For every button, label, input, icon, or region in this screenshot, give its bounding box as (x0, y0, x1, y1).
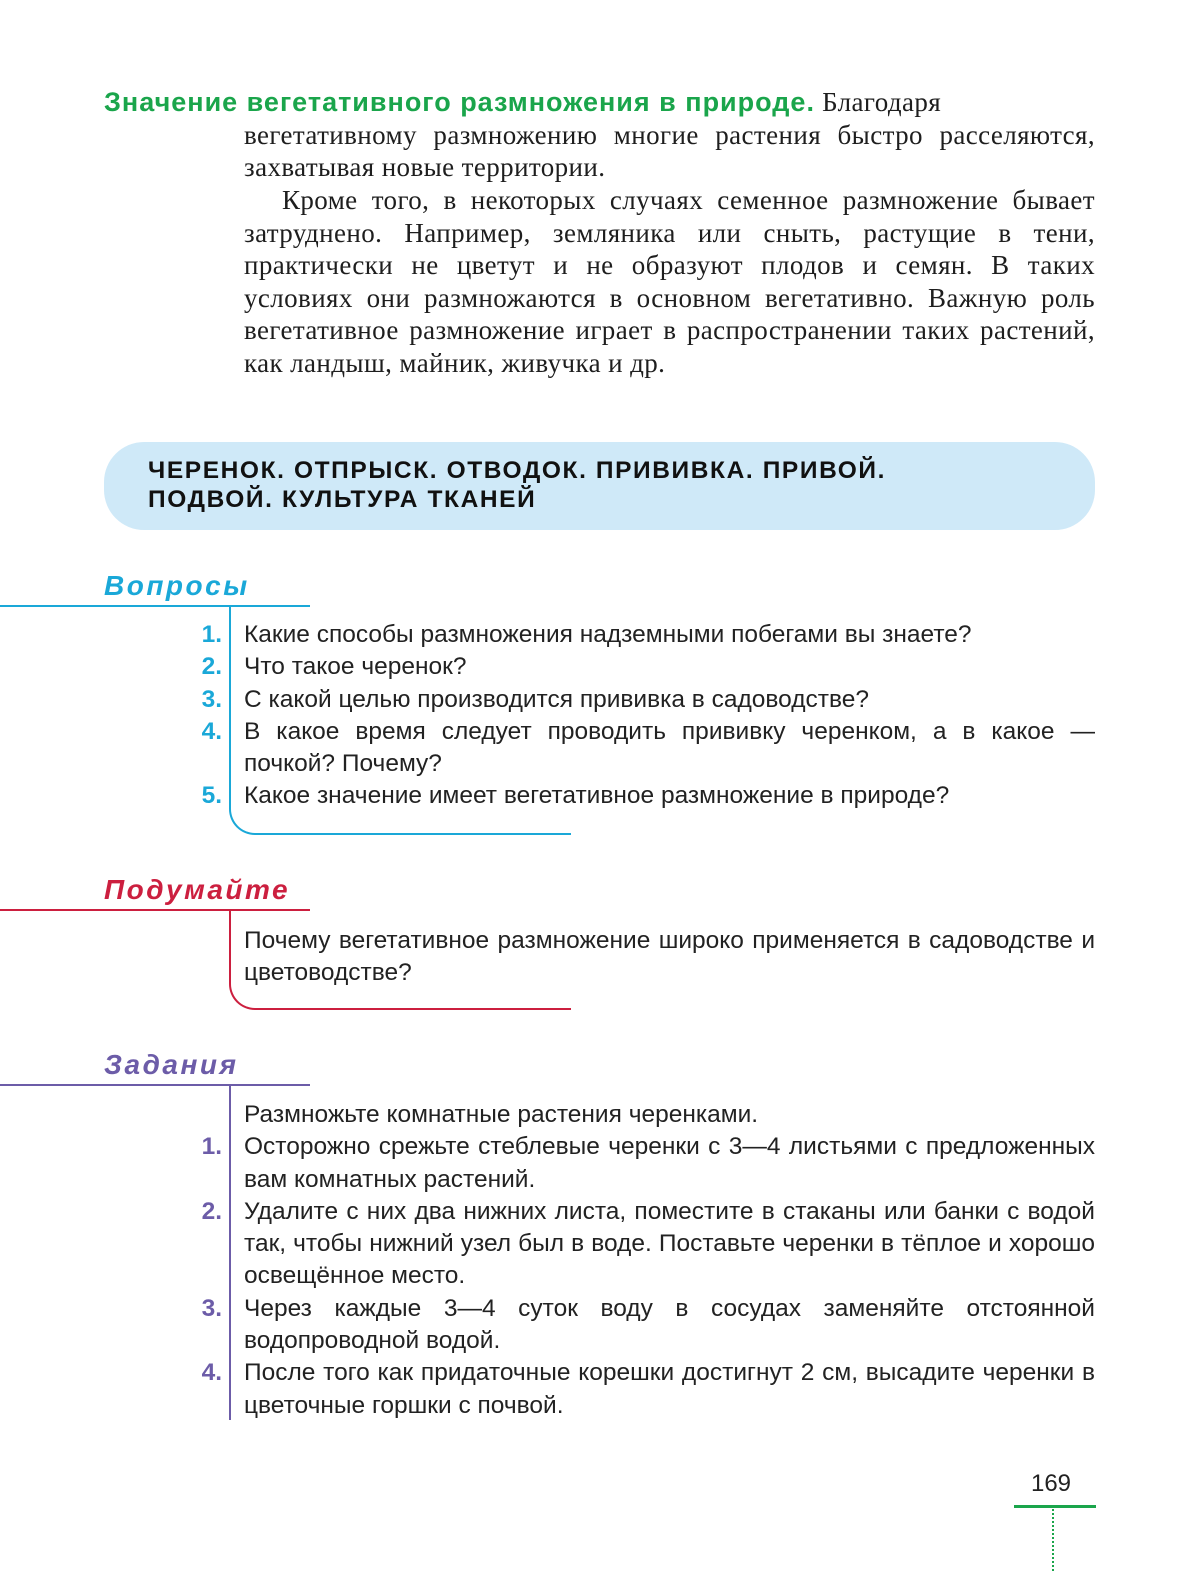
question-text: С какой целью производится прививка в садоводстве? (244, 685, 870, 713)
question-number: 2. (201, 653, 222, 681)
question-text: Что такое черенок? (244, 653, 467, 681)
think-title: Подумайте (104, 874, 291, 905)
tasks-title-rule (0, 1084, 310, 1086)
task-number: 4. (201, 1359, 222, 1387)
intro-paragraph-1-text: вегетативному размножению многие растения быстро расселяются, захватывая новые территории. (244, 119, 1095, 183)
question-number: 3. (201, 685, 222, 713)
question-item (150, 780, 1095, 812)
task-number: 2. (201, 1197, 222, 1225)
page-number-rule (1014, 1505, 1096, 1508)
questions-list (150, 619, 1095, 813)
intro-paragraph-2: Кроме того, в некоторых случаях семенное размножение бывает затруднено. Например, земляника или сныть, растущие в тени, практически не цветут и не образуют плодов и семян. В таких условиях они размножаются в основном вегетативно. Важную роль вегетативное размножение играет в распространении таких растений, как ландыш, майник, живучка и др. (244, 185, 1095, 378)
key-terms (148, 456, 1048, 514)
question-item (150, 716, 1095, 781)
task-text: После того как придаточные корешки достигнут 2 см, высадите черенки в цветочные горшки с почвой. (244, 1359, 1095, 1419)
tasks-title: Задания (104, 1049, 239, 1080)
questions-title: Вопросы (104, 570, 250, 601)
task-intro-row (150, 1099, 1095, 1131)
key-terms-line-2: ПОДВОЙ. КУЛЬТУРА ТКАНЕЙ (148, 486, 537, 513)
question-number: 4. (201, 717, 222, 745)
task-text: Удалите с них два нижних листа, поместите в стаканы или банки с водой так, чтобы нижний узел был в воде. Поставьте черенки в тёплое и хорошо освещённое место. (244, 1197, 1095, 1290)
task-intro: Размножьте комнатные растения черенками. (244, 1101, 759, 1128)
task-item (150, 1357, 1095, 1422)
question-item (150, 684, 1095, 716)
intro-paragraph-1 (104, 86, 1095, 184)
question-item (150, 619, 1095, 651)
page-number: 169 (1030, 1470, 1072, 1497)
section-heading: Значение вегетативного размножения в природе. (104, 87, 815, 117)
task-number: 3. (201, 1294, 222, 1322)
question-number: 1. (201, 621, 222, 648)
question-text: Какое значение имеет вегетативное размножение в природе? (244, 782, 950, 810)
task-item (150, 1196, 1095, 1293)
task-item (150, 1293, 1095, 1358)
intro-lead-word: Благодаря (822, 87, 942, 117)
task-number: 1. (201, 1133, 222, 1161)
question-number: 5. (201, 782, 222, 810)
key-terms-line-1: ЧЕРЕНОК. ОТПРЫСК. ОТВОДОК. ПРИВИВКА. ПРИВОЙ. (148, 457, 887, 484)
page-dotted-line (1052, 1509, 1054, 1571)
task-text: Через каждые 3—4 суток воду в сосудах заменяйте отстоянной водопроводной водой. (244, 1294, 1095, 1355)
question-text: Какие способы размножения надземными побегами вы знаете? (244, 621, 972, 648)
think-text: Почему вегетативное размножение широко применяется в садоводстве и цветоводстве? (244, 927, 1095, 987)
question-text: В какое время следует проводить прививку черенком, а в какое — почкой? Почему? (244, 717, 1095, 778)
task-text: Осторожно срежьте стеблевые черенки с 3—4 листьями с предложенных вам комнатных растений. (244, 1133, 1095, 1193)
tasks-list (150, 1099, 1095, 1422)
question-item (150, 651, 1095, 683)
task-item (150, 1131, 1095, 1196)
